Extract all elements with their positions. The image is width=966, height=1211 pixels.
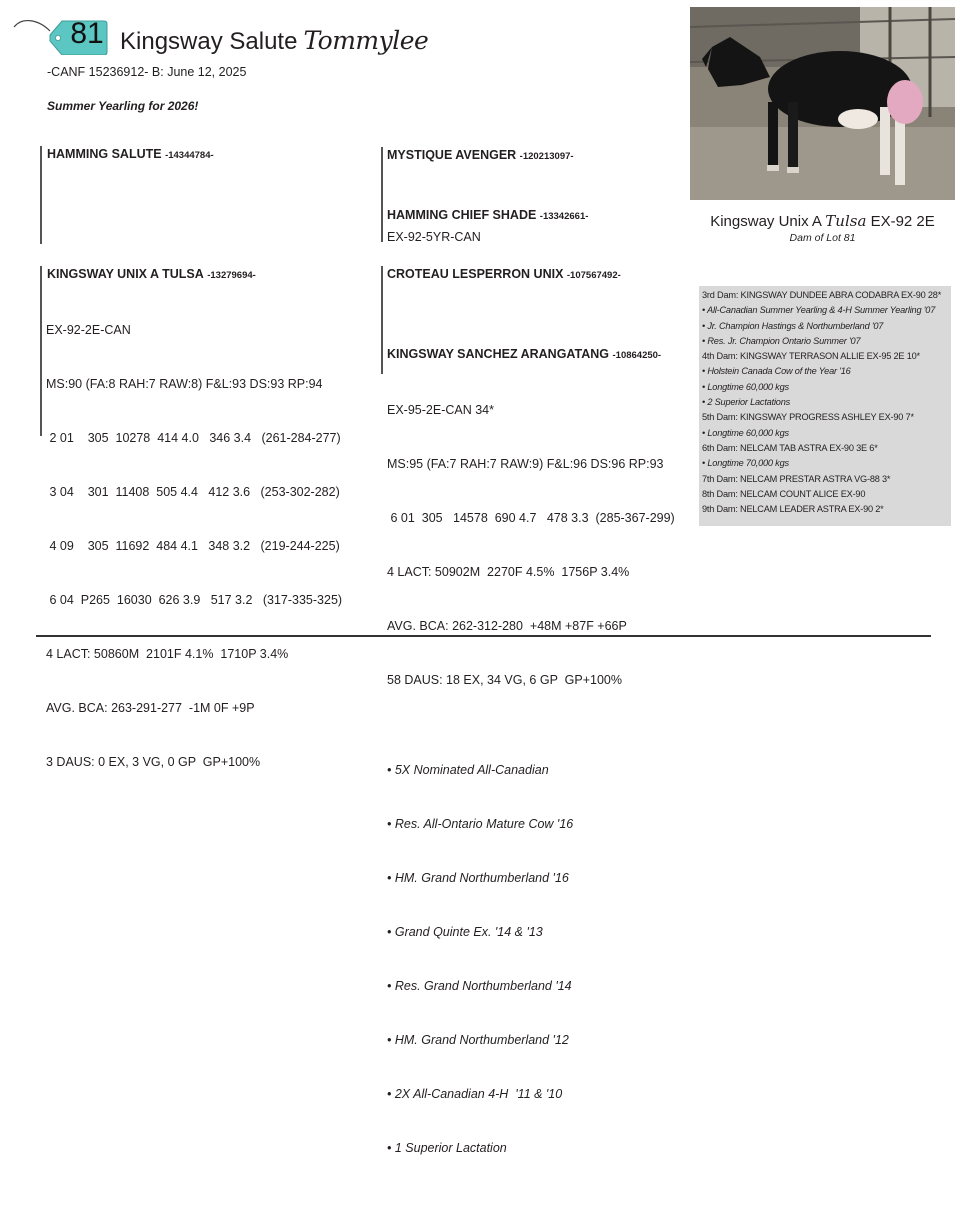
pedigree-bracket bbox=[40, 266, 42, 436]
dam-entry bbox=[47, 266, 256, 285]
dam-honor-line: • Longtime 60,000 kgs bbox=[702, 427, 789, 438]
honor-item: • Res. Grand Northumberland '14 bbox=[387, 979, 572, 993]
dam-sire-name: CROTEAU LESPERRON UNIX bbox=[387, 267, 564, 281]
dam-dam-detail-line: 4 LACT: 50902M 2270F 4.5% 1756P 3.4% bbox=[387, 565, 630, 579]
sire-entry bbox=[47, 146, 214, 165]
pedigree-bracket bbox=[40, 146, 42, 244]
photo-caption-suffix: EX-92 2E bbox=[870, 213, 935, 230]
dam-dam-honors bbox=[387, 725, 675, 1193]
pedigree-bracket bbox=[381, 147, 383, 242]
dam-line: 9th Dam: NELCAM LEADER ASTRA EX-90 2* bbox=[702, 504, 884, 515]
photo-caption-script: Tulsa bbox=[825, 212, 867, 230]
dam-honor-line: • Jr. Champion Hastings & Northumberland '07 bbox=[702, 320, 884, 331]
dam-honor-line: • All-Canadian Summer Yearling & 4-H Summer Yearling '07 bbox=[702, 305, 936, 316]
dam-line: 5th Dam: KINGSWAY PROGRESS ASHLEY EX-90 7* bbox=[702, 412, 914, 423]
sire-sire-reg: -120213097- bbox=[519, 151, 574, 162]
lot-number: 81 bbox=[70, 17, 104, 50]
dam-dam-entry bbox=[387, 346, 661, 365]
cow-name-main: Kingsway Salute bbox=[120, 28, 298, 55]
tagline: Summer Yearling for 2026! bbox=[47, 99, 199, 113]
dam-details bbox=[46, 285, 342, 789]
dam-detail-line: 6 04 P265 16030 626 3.9 517 3.2 (317-335-325) bbox=[46, 593, 343, 607]
dam-detail-line: 2 01 305 10278 414 4.0 346 3.4 (261-284-277) bbox=[46, 431, 341, 445]
dam-reg: -13279694- bbox=[207, 270, 256, 281]
dam-dam-name: KINGSWAY SANCHEZ ARANGATANG bbox=[387, 347, 610, 361]
dam-detail-line: 3 DAUS: 0 EX, 3 VG, 0 GP GP+100% bbox=[46, 755, 261, 769]
dam-detail-line: EX-92-2E-CAN bbox=[46, 323, 131, 337]
dam-dam-detail-line: 58 DAUS: 18 EX, 34 VG, 6 GP GP+100% bbox=[387, 673, 622, 687]
dam-line: 4th Dam: KINGSWAY TERRASON ALLIE EX-95 2E 10* bbox=[702, 351, 920, 362]
pedigree-bracket bbox=[381, 266, 383, 374]
dam-detail-line: AVG. BCA: 263-291-277 -1M 0F +9P bbox=[46, 701, 255, 715]
lot-tag bbox=[12, 13, 108, 55]
dam-dam-reg: -10864250- bbox=[612, 350, 662, 361]
sire-dam-reg: -13342661- bbox=[539, 211, 589, 222]
sire-sire-entry bbox=[387, 147, 574, 166]
dam-sire-reg: -107567492- bbox=[566, 270, 621, 281]
dam-line: 6th Dam: NELCAM TAB ASTRA EX-90 3E 6* bbox=[702, 442, 878, 453]
dam-dam-detail-line: EX-95-2E-CAN 34* bbox=[387, 403, 494, 417]
dam-honor-line: • Res. Jr. Champion Ontario Summer '07 bbox=[702, 335, 861, 346]
dam-dam-detail-line: 6 01 305 14578 690 4.7 478 3.3 (285-367-299) bbox=[387, 511, 675, 525]
sire-dam-name: HAMMING CHIEF SHADE bbox=[387, 208, 537, 222]
sire-reg: -14344784- bbox=[165, 150, 214, 161]
dam-honor-line: • Longtime 60,000 kgs bbox=[702, 381, 789, 392]
dam-line: 7th Dam: NELCAM PRESTAR ASTRA VG-88 3* bbox=[702, 473, 891, 484]
bottom-divider bbox=[36, 635, 931, 637]
dam-detail-line: MS:90 (FA:8 RAH:7 RAW:8) F&L:93 DS:93 RP:94 bbox=[46, 377, 323, 391]
dam-honor-line: • 2 Superior Lactations bbox=[702, 397, 790, 408]
dam-detail-line: 4 LACT: 50860M 2101F 4.1% 1710P 3.4% bbox=[46, 647, 289, 661]
dam-honor-line: • Longtime 70,000 kgs bbox=[702, 458, 789, 469]
dam-line: 8th Dam: NELCAM COUNT ALICE EX-90 bbox=[702, 488, 866, 499]
dam-photo bbox=[690, 7, 955, 200]
honor-item: • Grand Quinte Ex. '14 & '13 bbox=[387, 925, 543, 939]
dam-detail-line: 4 09 305 11692 484 4.1 348 3.2 (219-244-225) bbox=[46, 539, 340, 553]
honor-item: • 5X Nominated All-Canadian bbox=[387, 763, 549, 777]
extended-pedigree-box bbox=[699, 286, 951, 526]
photo-subcaption: Dam of Lot 81 bbox=[789, 232, 856, 244]
sire-dam-entry bbox=[387, 207, 588, 226]
sire-dam-classification: EX-92-5YR-CAN bbox=[387, 230, 481, 244]
honor-item: • HM. Grand Northumberland '12 bbox=[387, 1033, 569, 1047]
dam-sire-entry bbox=[387, 266, 621, 285]
dam-dam-detail-line: AVG. BCA: 262-312-280 +48M +87F +66P bbox=[387, 619, 627, 633]
honor-item: • 1 Superior Lactation bbox=[387, 1141, 507, 1155]
photo-caption-prefix: Kingsway Unix A bbox=[710, 213, 822, 230]
honor-item: • Res. All-Ontario Mature Cow '16 bbox=[387, 817, 574, 831]
honor-item: • HM. Grand Northumberland '16 bbox=[387, 871, 569, 885]
dam-honor-line: • Holstein Canada Cow of the Year '16 bbox=[702, 366, 851, 377]
dam-dam-detail-line: MS:95 (FA:7 RAH:7 RAW:9) F&L:96 DS:96 RP:93 bbox=[387, 457, 664, 471]
sire-name: HAMMING SALUTE bbox=[47, 147, 162, 161]
cow-photo-icon bbox=[690, 7, 955, 200]
dam-name: KINGSWAY UNIX A TULSA bbox=[47, 267, 204, 281]
dam-line: 3rd Dam: KINGSWAY DUNDEE ABRA CODABRA EX-90 28* bbox=[702, 290, 942, 300]
photo-caption bbox=[690, 212, 955, 230]
cow-name bbox=[120, 24, 428, 59]
cow-name-script: Tommylee bbox=[303, 26, 429, 55]
honor-item: • 2X All-Canadian 4-H '11 & '10 bbox=[387, 1087, 563, 1101]
dam-dam-details bbox=[387, 365, 675, 1211]
registration-line: -CANF 15236912- B: June 12, 2025 bbox=[47, 65, 247, 79]
sire-sire-name: MYSTIQUE AVENGER bbox=[387, 148, 517, 162]
dam-detail-line: 3 04 301 11408 505 4.4 412 3.6 (253-302-282) bbox=[46, 485, 340, 499]
